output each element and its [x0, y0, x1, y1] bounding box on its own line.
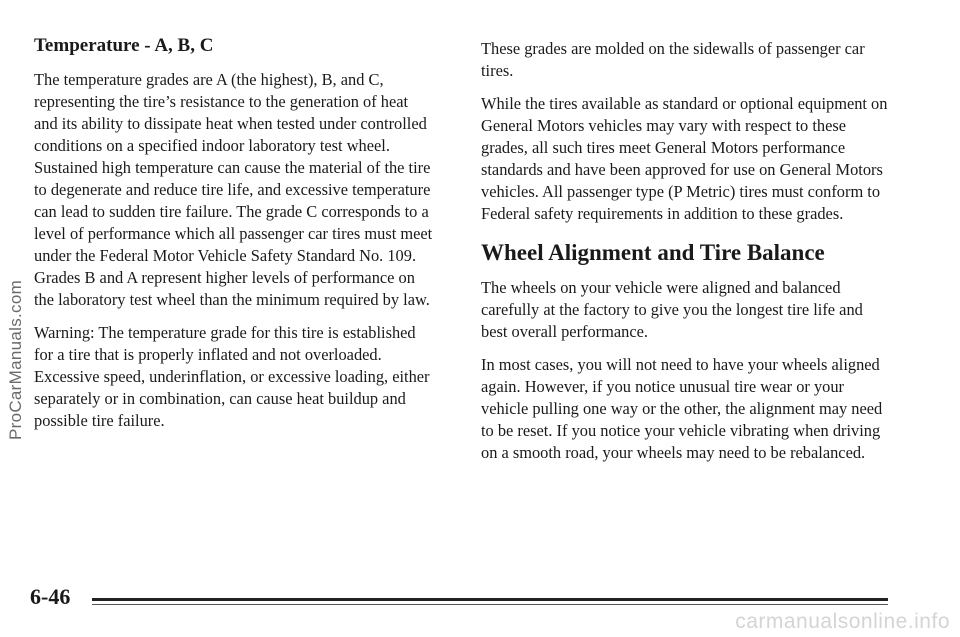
right-column: [481, 38, 891, 475]
left-column: [34, 34, 434, 443]
alignment-paragraph: The wheels on your vehicle were aligned and balanced carefully at the factory to give you the longest tire life and best overall performance.: [481, 278, 863, 341]
wheel-alignment-heading: Wheel Alignment and Tire Balance: [481, 240, 825, 265]
page-number: 6-46: [30, 584, 71, 609]
temperature-warning-paragraph: Warning: The temperature grade for this tire is established for a tire that is properly inflated and not overloaded. Excessive speed, underinflation, or excessive loading, either separately or in combination, can cause heat buildup and possible tire failure.: [34, 323, 430, 430]
footer-rule-thin: [92, 604, 888, 605]
grades-molded-paragraph: These grades are molded on the sidewalls of passenger car tires.: [481, 39, 865, 80]
gm-tires-paragraph: While the tires available as standard or optional equipment on General Motors vehicles may vary with respect to these grades, all such tires meet General Motors performance standards and have been approved for use on General Motors vehicles. All passenger type (P Metric) tires must conform to Federal safety requirements in addition to these grades.: [481, 94, 888, 223]
temperature-paragraph: The temperature grades are A (the highest), B, and C, representing the tire’s resistance to the generation of heat and its ability to dissipate heat when tested under controlled conditions on a specified indoor laboratory test wheel. Sustained high temperature can cause the material of the tire to degenerate and reduce tire life, and excessive temperature can lead to sudden tire failure. The grade C corresponds to a level of performance which all passenger car tires must meet under the Federal Motor Vehicle Safety Standard No. 109. Grades B and A represent higher levels of performance on the laboratory test wheel than the minimum required by law.: [34, 70, 433, 309]
temperature-subheading: Temperature - A, B, C: [34, 35, 214, 56]
realignment-paragraph: In most cases, you will not need to have your wheels aligned again. However, if you notice unusual tire wear or your vehicle pulling one way or the other, the alignment may need to be reset. If you notice your vehicle vibrating when driving on a smooth road, your wheels may need to be rebalanced.: [481, 355, 883, 462]
bottom-watermark: carmanualsonline.info: [735, 610, 950, 633]
side-watermark: ProCarManuals.com: [6, 279, 25, 440]
footer-rule: [92, 598, 888, 601]
